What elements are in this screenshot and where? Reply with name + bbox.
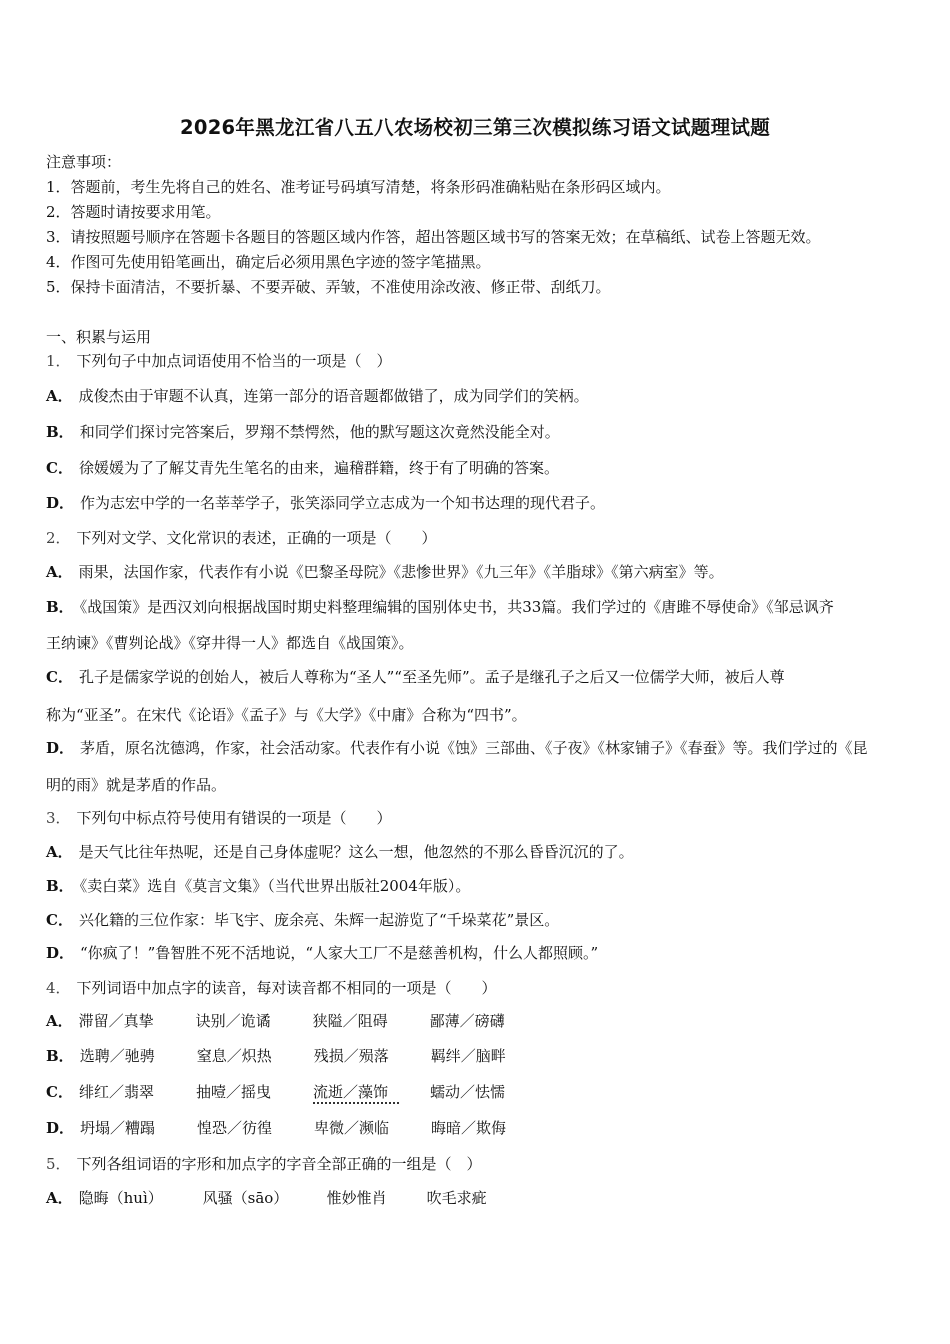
option-label: B． [46, 598, 74, 616]
question-5-stem [46, 1154, 482, 1174]
question-2-stem [46, 528, 437, 548]
option-d [46, 1118, 506, 1138]
option-d [46, 493, 605, 513]
option-text: 茅盾，原名沈德鸿，作家，社会活动家。代表作有小说《蚀》三部曲、《子夜》《林家铺子》《春蚕》等。我们学过的《昆 [80, 739, 868, 757]
word-item: 隐晦（huì） [78, 1189, 163, 1207]
section-heading: 一、积累与运用 [46, 328, 152, 346]
option-a [46, 386, 589, 406]
option-label: B． [46, 423, 74, 441]
option-label: A． [46, 387, 73, 405]
option-c [46, 1082, 505, 1104]
option-d [46, 943, 598, 963]
option-b-continued: 王纳谏》《曹刿论战》《穿井得一人》都选自《战国策》。 [46, 634, 414, 652]
option-label: A． [46, 1189, 73, 1207]
question-number: 5． [46, 1155, 71, 1173]
notice-item: 1．答题前，考生先将自己的姓名、准考证号码填写清楚，将条形码准确粘贴在条形码区域内。 [46, 178, 671, 196]
question-text: 下列句中标点符号使用有错误的一项是（ ） [76, 809, 392, 827]
option-a [46, 1011, 505, 1031]
option-a [46, 842, 634, 862]
option-label: A． [46, 563, 73, 581]
question-4-stem [46, 978, 497, 998]
option-label: C． [46, 1083, 73, 1101]
option-text: 是天气比往年热呢，还是自己身体虚呢？这么一想，他忽然的不那么昏昏沉沉的了。 [78, 843, 634, 861]
option-c [46, 667, 785, 687]
option-text: 《战国策》是西汉刘向根据战国时期史料整理编辑的国别体史书，共33篇。我们学过的《唐雎不辱使命》《邹忌讽齐 [79, 598, 834, 616]
question-3-stem [46, 808, 392, 828]
question-number: 1． [46, 352, 71, 370]
option-b [46, 876, 470, 896]
option-a [46, 562, 724, 582]
option-d-continued: 明的雨》就是茅盾的作品。 [46, 776, 227, 794]
question-text: 下列各组词语的字形和加点字的字音全部正确的一组是（ ） [76, 1155, 482, 1173]
option-label: D． [46, 944, 75, 962]
option-label: A． [46, 1012, 73, 1030]
option-text: 《卖白菜》选自《莫言文集》（当代世界出版社2004年版）。 [79, 877, 471, 895]
option-text: 兴化籍的三位作家：毕飞宇、庞余亮、朱辉一起游览了“千垛菜花”景区。 [78, 911, 560, 929]
question-text: 下列对文学、文化常识的表述，正确的一项是（ ） [76, 529, 437, 547]
notice-heading: 注意事项： [46, 153, 122, 171]
option-text: 雨果，法国作家，代表作有小说《巴黎圣母院》《悲惨世界》《九三年》《羊脂球》《第六病室》等。 [78, 563, 724, 581]
option-d [46, 738, 868, 758]
page-title: 2026年黑龙江省八五八农场校初三第三次模拟练习语文试题理试题 [179, 116, 771, 139]
word-pair: 狭隘／阻碍 [312, 1012, 388, 1030]
word-pair: 卑微／濒临 [314, 1119, 390, 1137]
option-label: B． [46, 1047, 74, 1065]
question-text: 下列词语中加点字的读音，每对读音都不相同的一项是（ ） [76, 979, 497, 997]
word-pair: 惶恐／彷徨 [197, 1119, 273, 1137]
word-pair: 抽噎／摇曳 [195, 1083, 271, 1101]
option-c-continued: 称为“亚圣”。在宋代《论语》《孟子》与《大学》《中庸》合称为“四书”。 [46, 706, 527, 724]
word-pair: 窒息／炽热 [196, 1047, 272, 1065]
notice-item: 2．答题时请按要求用笔。 [46, 203, 221, 221]
option-label: C． [46, 911, 73, 929]
question-number: 4． [46, 979, 71, 997]
word-pair: 羁绊／脑畔 [430, 1047, 506, 1065]
question-number: 2． [46, 529, 71, 547]
word-pair: 残损／殒落 [313, 1047, 389, 1065]
option-text: 孔子是儒家学说的创始人，被后人尊称为“圣人”“至圣先师”。孟子是继孔子之后又一位儒学大师，被后人尊 [78, 668, 785, 686]
notice-item: 3．请按照题号顺序在答题卡各题目的答题区域内作答，超出答题区域书写的答案无效；在草稿纸、试卷上答题无效。 [46, 228, 821, 246]
option-label: C． [46, 668, 73, 686]
question-number: 3． [46, 809, 71, 827]
word-item: 惟妙惟肖 [326, 1189, 387, 1207]
option-c [46, 458, 559, 478]
option-text: 作为志宏中学的一名莘莘学子，张笑添同学立志成为一个知书达理的现代君子。 [80, 494, 606, 512]
option-label: A． [46, 843, 73, 861]
option-text: 成俊杰由于审题不认真，连第一部分的语音题都做错了，成为同学们的笑柄。 [78, 387, 589, 405]
option-b [46, 1046, 506, 1066]
word-pair: 绯红／翡翠 [78, 1083, 154, 1101]
word-pair: 诀别／诡谲 [195, 1012, 271, 1030]
option-label: D． [46, 1119, 75, 1137]
option-label: C． [46, 459, 73, 477]
option-label: D． [46, 739, 75, 757]
question-1-stem [46, 351, 392, 371]
word-pair: 坍塌／糟蹋 [80, 1119, 156, 1137]
option-text: 和同学们探讨完答案后，罗翔不禁愕然，他的默写题这次竟然没能全对。 [79, 423, 560, 441]
option-c [46, 910, 559, 930]
option-text: 徐媛媛为了了解艾青先生笔名的由来，遍稽群籍，终于有了明确的答案。 [78, 459, 559, 477]
word-item: 风骚（sāo） [202, 1189, 289, 1207]
notice-item: 4．作图可先使用铅笔画出，确定后必须用黑色字迹的签字笔描黑。 [46, 253, 491, 271]
word-pair: 鄙薄／磅礴 [429, 1012, 505, 1030]
word-pair: 选聘／驰骋 [79, 1047, 155, 1065]
option-a [46, 1188, 487, 1208]
question-text: 下列句子中加点词语使用不恰当的一项是（ ） [76, 352, 392, 370]
option-b [46, 597, 834, 617]
word-item: 吹毛求疵 [426, 1189, 487, 1207]
word-pair: 滞留／真挚 [78, 1012, 154, 1030]
option-b [46, 422, 560, 442]
word-pair: 流逝／藻饰 [313, 1082, 399, 1104]
notice-item: 5．保持卡面清洁，不要折暴、不要弄破、弄皱，不准使用涂改液、修正带、刮纸刀。 [46, 278, 611, 296]
option-text: “你疯了！”鲁智胜不死不活地说，“人家大工厂不是慈善机构，什么人都照顾。” [80, 944, 599, 962]
word-pair: 晦暗／欺侮 [431, 1119, 507, 1137]
word-pair: 蠕动／怯懦 [429, 1083, 505, 1101]
option-label: B． [46, 877, 74, 895]
option-label: D． [46, 494, 75, 512]
